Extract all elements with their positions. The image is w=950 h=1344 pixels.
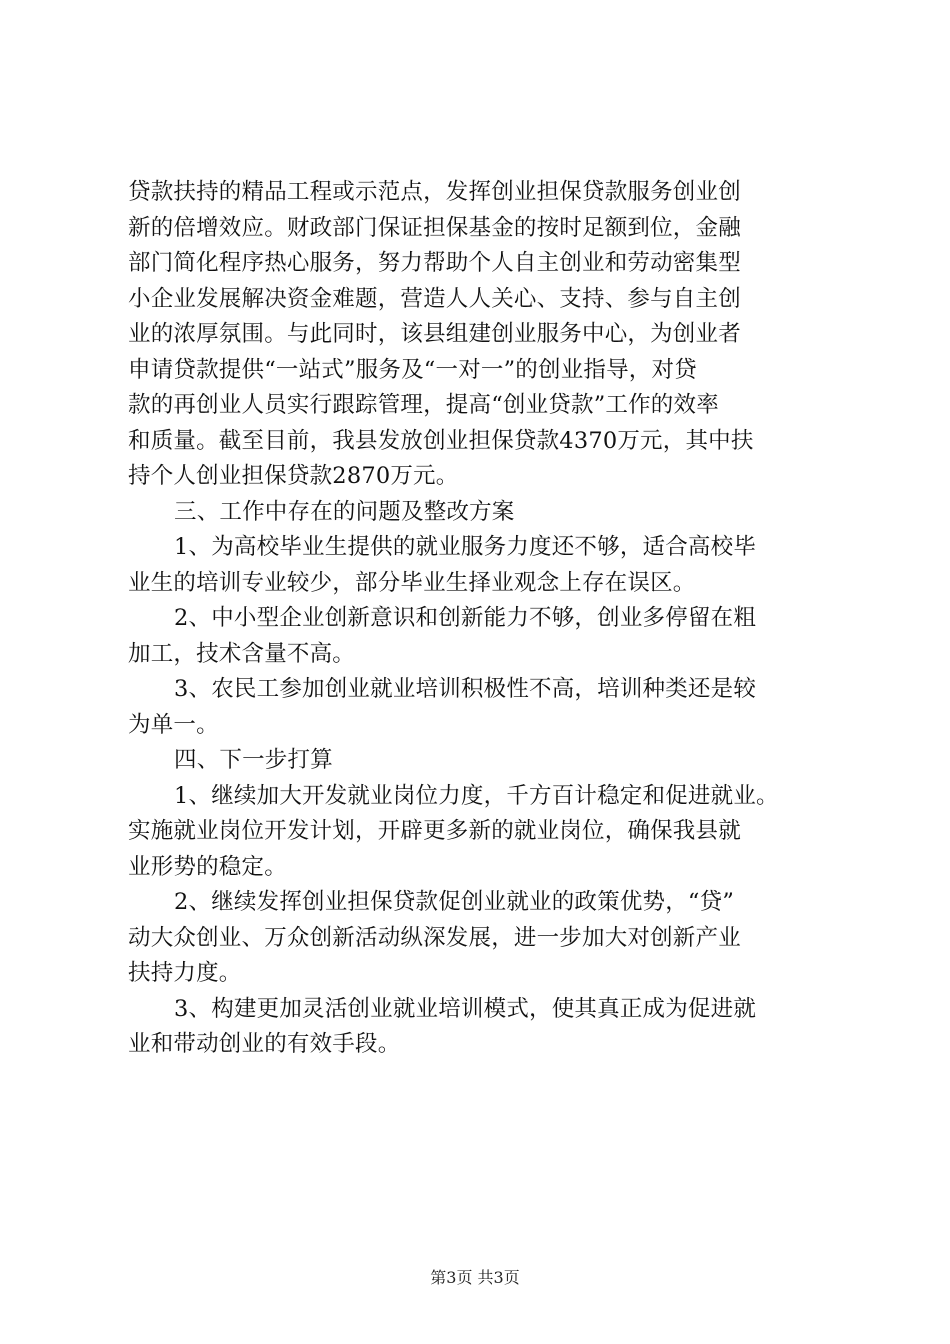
document-body [128,175,848,1063]
text-line: 2、继续发挥创业担保贷款促创业就业的政策优势，“贷” [174,889,735,915]
text-line: 加工，技术含量不高。 [128,640,356,667]
text-line: 实施就业岗位开发计划，开辟更多新的就业岗位，确保我县就 [128,818,741,844]
text-line: 三、工作中存在的问题及整改方案 [174,498,515,525]
text-line: 扶持力度。 [128,960,242,986]
text-line: 业生的培训专业较少，部分毕业生择业观念上存在误区。 [128,569,696,596]
text-line: 四、下一步打算 [174,747,333,773]
text-line: 3、农民工参加创业就业培训积极性不高，培训种类还是较 [174,676,757,702]
text-line: 款的再创业人员实行跟踪管理，提高“创业贷款”工作的效率 [128,392,719,418]
text-line: 和质量。截至目前，我县发放创业担保贷款4370万元，其中扶 [128,427,754,454]
text-line: 为单一。 [128,711,219,738]
text-line: 业的浓厚氛围。与此同时，该县组建创业服务中心，为创业者 [128,321,741,347]
text-line: 小企业发展解决资金难题，营造人人关心、支持、参与自主创 [128,285,741,312]
text-line: 2、中小型企业创新意识和创新能力不够，创业多停留在粗 [174,605,757,631]
text-line: 动大众创业、万众创新活动纵深发展，进一步加大对创新产业 [128,924,741,951]
text-line: 持个人创业担保贷款2870万元。 [128,463,459,489]
text-line: 申请贷款提供“一站式”服务及“一对一”的创业指导，对贷 [128,356,697,383]
text-line: 业和带动创业的有效手段。 [128,1031,401,1057]
text-line: 贷款扶持的精品工程或示范点，发挥创业担保贷款服务创业创 [128,179,741,205]
text-line: 部门简化程序热心服务，努力帮助个人自主创业和劳动密集型 [128,250,741,276]
text-line: 新的倍增效应。财政部门保证担保基金的按时足额到位，金融 [128,214,741,241]
page-footer: 第3页 共3页 [430,1268,520,1287]
text-line: 1、继续加大开发就业岗位力度，千方百计稳定和促进就业。 [174,782,779,809]
text-line: 业形势的稳定。 [128,853,287,880]
text-line: 3、构建更加灵活创业就业培训模式，使其真正成为促进就 [174,995,757,1022]
text-line: 1、为高校毕业生提供的就业服务力度还不够，适合高校毕 [174,534,757,560]
